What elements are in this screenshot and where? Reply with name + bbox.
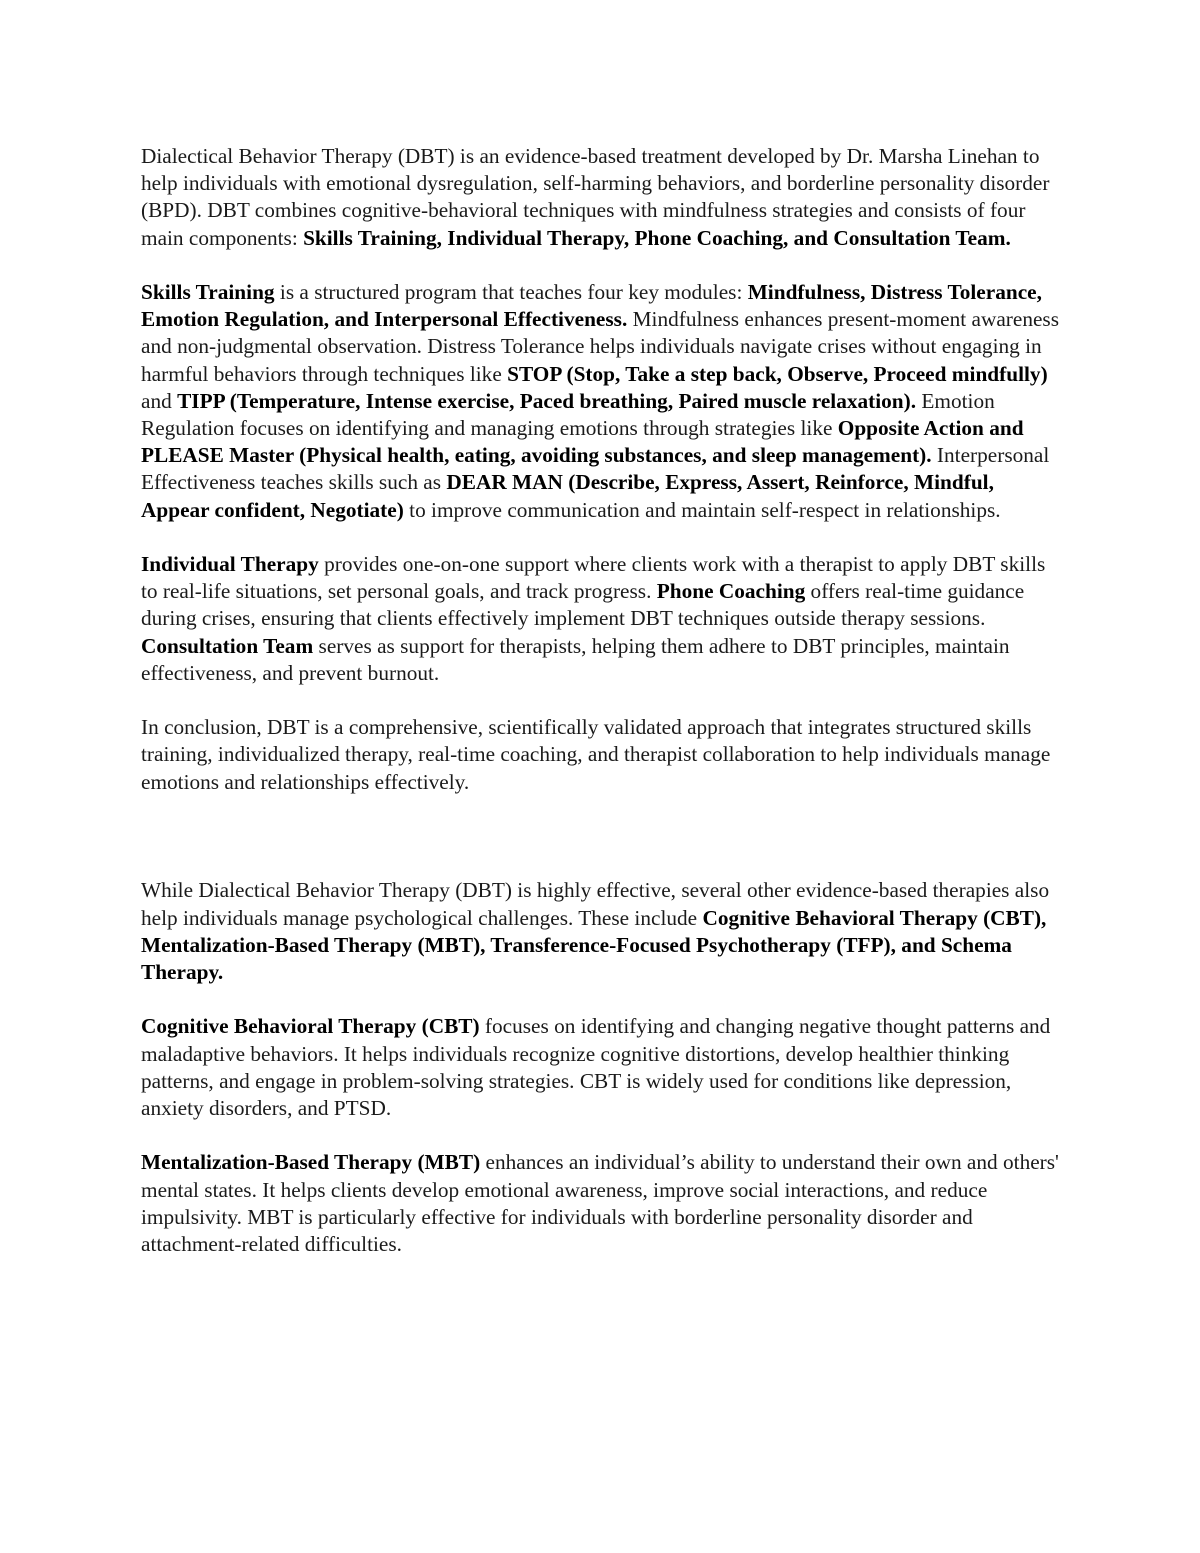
text-run: Emotion Regulation focuses on identifying and managing emotions through strategies like <box>141 388 995 441</box>
text-run: While Dialectical Behavior Therapy (DBT) is highly effective, several other evidence-based therapies also help individuals manage psychological challenges. These include <box>141 878 1050 930</box>
other-therapies-paragraph <box>141 877 1061 986</box>
conclusion-paragraph <box>141 714 1061 796</box>
bold-text-run: Mindfulness, Distress Tolerance, Emotion Regulation, and Interpersonal Effectiveness. <box>141 280 1042 332</box>
bold-text-run: Opposite Action and PLEASE Master (Physical health, eating, avoiding substances, and sleep management). <box>141 416 1024 468</box>
text-run: enhances an individual’s ability to understand their own and others' mental states. It helps clients develop emotional awareness, improve social interactions, and reduce impulsivity. MBT is particularly effective for individuals with borderline personality disorder and attachment-related difficulties. <box>141 1150 1059 1257</box>
text-run: Mindfulness enhances present-moment awareness and non-judgmental observation. Distress Tolerance helps individuals navigate crises without engaging in harmful behaviors through techniques like <box>141 307 1060 386</box>
text-run: Interpersonal Effectiveness teaches skills such as <box>141 443 1050 495</box>
bold-text-run: Phone Coaching <box>656 579 806 604</box>
cbt-paragraph <box>141 1013 1061 1122</box>
bold-text-run: Cognitive Behavioral Therapy (CBT) <box>141 1014 480 1039</box>
document-page <box>141 143 1061 1285</box>
text-run: and <box>141 388 178 413</box>
bold-text-run: Skills Training <box>141 280 275 304</box>
bold-text-run: Mentalization-Based Therapy (MBT) <box>141 1150 481 1175</box>
bold-text-run: Skills Training, Individual Therapy, Phone Coaching, and Consultation Team. <box>303 225 1011 250</box>
text-run: Dialectical Behavior Therapy (DBT) is an evidence-based treatment developed by Dr. Marsha Linehan to help individuals with emotional dysregulation, self-harming behaviors, and borderline personality disorder (BPD). DBT combines cognitive-behavioral techniques with mindfulness strategies and consists of four main components: <box>141 144 1050 250</box>
bold-text-run: Consultation Team <box>141 633 314 658</box>
text-run: to improve communication and maintain self-respect in relationships. <box>403 497 1001 522</box>
bold-text-run: STOP (Stop, Take a step back, Observe, Proceed mindfully) <box>507 361 1048 386</box>
individual-therapy-paragraph <box>141 551 1061 687</box>
mbt-paragraph <box>141 1149 1061 1258</box>
bold-text-run: TIPP (Temperature, Intense exercise, Paced breathing, Paired muscle relaxation). <box>177 388 917 413</box>
text-run: offers real-time guidance during crises, ensuring that clients effectively implement DBT techniques outside therapy sessions. <box>141 579 1025 631</box>
text-run: In conclusion, DBT is a comprehensive, scientifically validated approach that integrates structured skills training, individualized therapy, real-time coaching, and therapist collaboration to help individuals manage emotions and relationships effectively. <box>141 715 1051 794</box>
bold-text-run: Individual Therapy <box>141 552 319 577</box>
text-run: serves as support for therapists, helping them adhere to DBT principles, maintain effectiveness, and prevent burnout. <box>141 633 1010 685</box>
text-run: provides one-on-one support where clients work with a therapist to apply DBT skills to real-life situations, set personal goals, and track progress. <box>141 552 1046 604</box>
intro-paragraph <box>141 143 1061 252</box>
text-run: focuses on identifying and changing negative thought patterns and maladaptive behaviors. It helps individuals recognize cognitive distortions, develop healthier thinking patterns, and engage in problem-solving strategies. CBT is widely used for conditions like depression, anxiety disorders, and PTSD. <box>141 1014 1051 1121</box>
skills-training-paragraph <box>141 279 1061 524</box>
text-run: is a structured program that teaches four key modules: <box>274 280 748 304</box>
bold-text-run: Cognitive Behavioral Therapy (CBT), Mentalization-Based Therapy (MBT), Transference-Focused Psychotherapy (TFP), and Schema Therapy. <box>141 905 1047 985</box>
bold-text-run: DEAR MAN (Describe, Express, Assert, Reinforce, Mindful, Appear confident, Negotiate) <box>141 470 994 522</box>
